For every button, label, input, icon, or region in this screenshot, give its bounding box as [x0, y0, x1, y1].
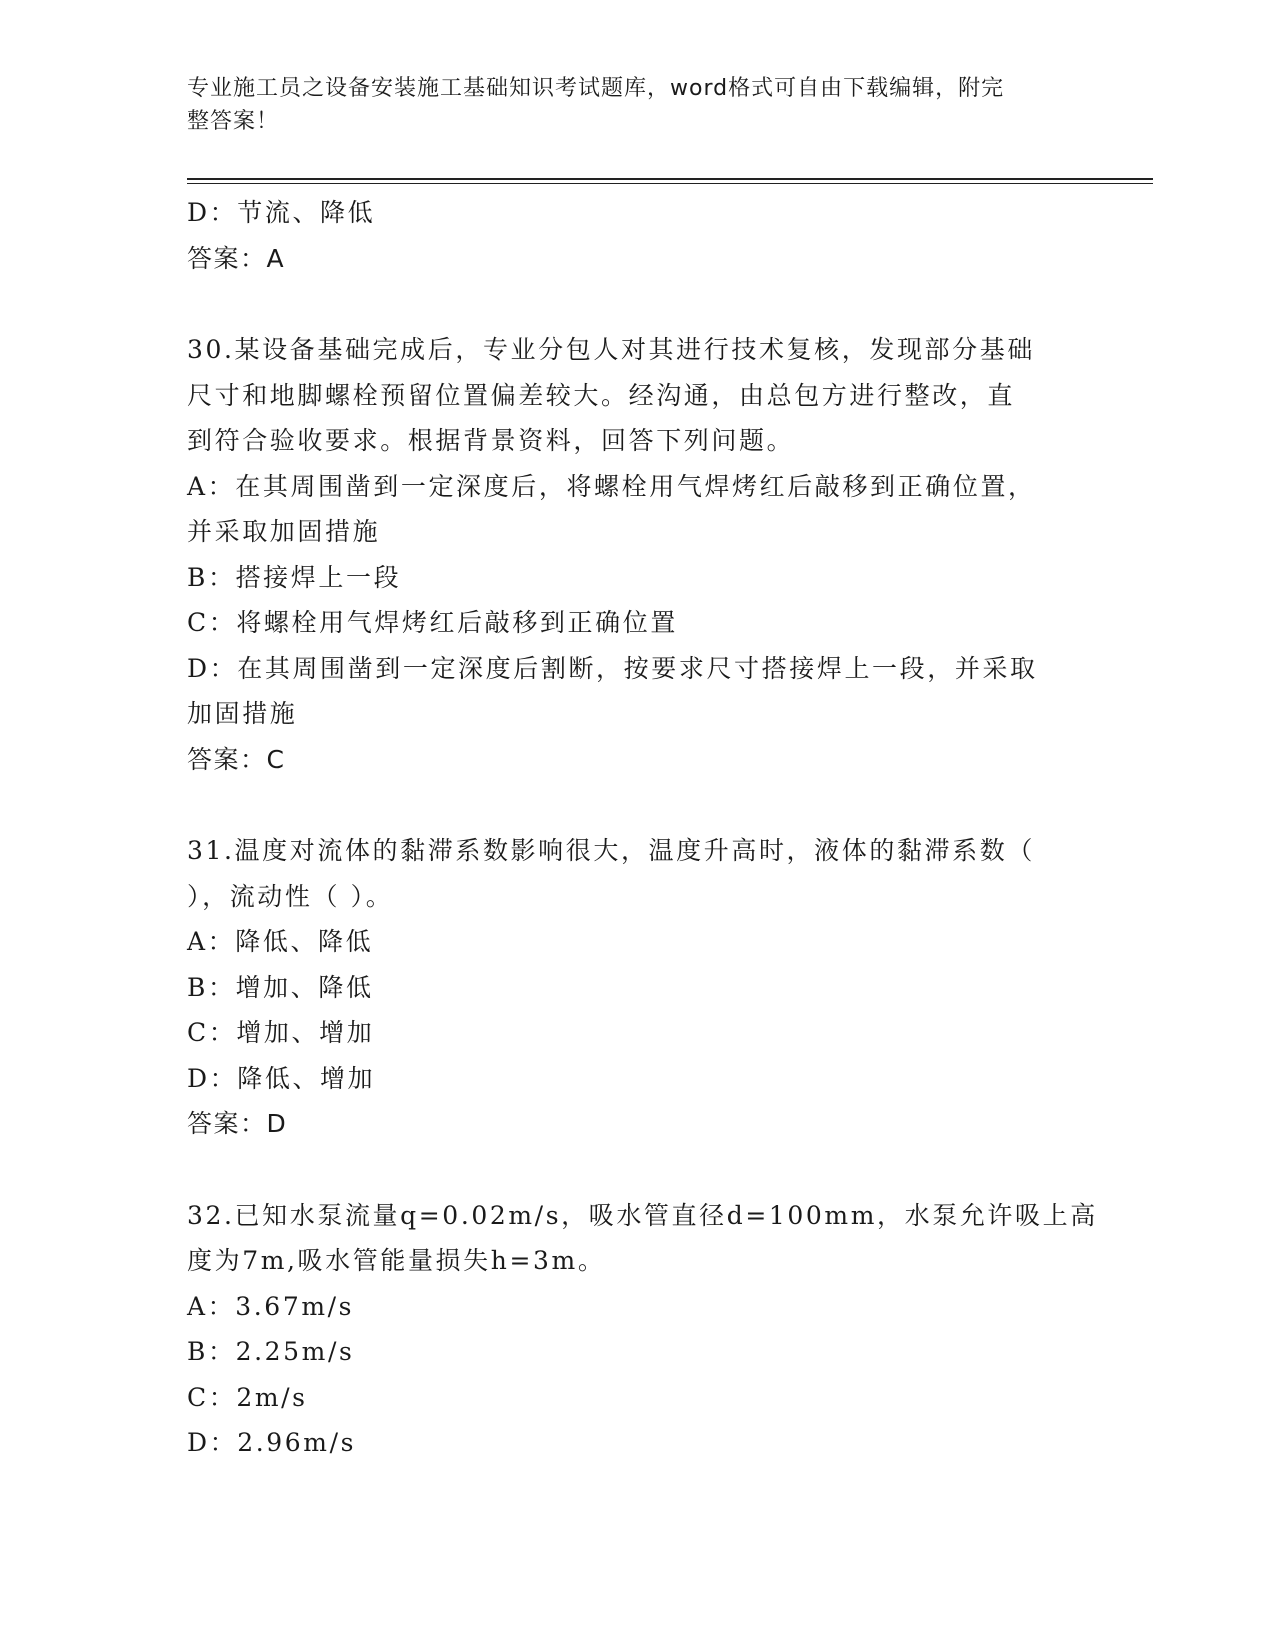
option-d: D：节流、降低 — [187, 198, 376, 227]
option-b: B：增加、降低 — [187, 972, 374, 1002]
question-stem-line: 尺寸和地脚螺栓预留位置偏差较大。经沟通，由总包方进行整改，直 — [187, 380, 1016, 410]
spacer — [187, 281, 1087, 327]
question-31 — [187, 828, 1087, 1147]
question-stem-line: 31.温度对流体的黏滞系数影响很大，温度升高时，液体的黏滞系数（ — [187, 836, 1035, 865]
option-a: A：3.67m/s — [187, 1291, 355, 1321]
page-header — [187, 72, 1067, 138]
question-stem-line: 到符合验收要求。根据背景资料，回答下列问题。 — [187, 426, 795, 455]
question-stem-line: 32.已知水泵流量q=0.02m/s，吸水管直径d=100mm，水泵允许吸上高 — [187, 1200, 1098, 1230]
option-c: C：增加、增加 — [187, 1018, 375, 1047]
option-b: B：搭接焊上一段 — [187, 562, 402, 592]
header-rule-thin — [187, 183, 1153, 184]
option-a-continued: 并采取加固措施 — [187, 517, 381, 546]
option-d: D：在其周围凿到一定深度后割断，按要求尺寸搭接焊上一段，并采取 — [187, 653, 1038, 683]
question-30 — [187, 327, 1087, 782]
header-line-1: 专业施工员之设备安装施工基础知识考试题库，word格式可自由下载编辑，附完 — [187, 76, 1005, 101]
option-d: D：降低、增加 — [187, 1063, 376, 1093]
header-rule-thick — [187, 178, 1153, 180]
answer: 答案：A — [187, 243, 286, 273]
question-stem-line: 度为7m,吸水管能量损失h=3m。 — [187, 1246, 606, 1275]
spacer — [187, 1147, 1087, 1193]
option-b: B：2.25m/s — [187, 1337, 355, 1366]
header-line-2: 整答案！ — [187, 109, 280, 134]
option-d: D：2.96m/s — [187, 1428, 357, 1457]
option-a: A：在其周围凿到一定深度后，将螺栓用气焊烤红后敲移到正确位置， — [187, 471, 1036, 501]
answer: 答案：C — [187, 744, 286, 774]
previous-question-tail — [187, 190, 1087, 281]
question-stem-line: ），流动性（ ）。 — [187, 881, 394, 911]
document-body — [187, 190, 1098, 1466]
option-c: C：2m/s — [187, 1382, 308, 1412]
question-stem-line: 30.某设备基础完成后，专业分包人对其进行技术复核，发现部分基础 — [187, 335, 1035, 364]
spacer — [187, 782, 1087, 828]
option-c: C：将螺栓用气焊烤红后敲移到正确位置 — [187, 608, 678, 637]
question-32 — [187, 1193, 1098, 1466]
answer: 答案：D — [187, 1109, 288, 1138]
option-a: A：降低、降低 — [187, 927, 374, 956]
option-d-continued: 加固措施 — [187, 699, 298, 728]
